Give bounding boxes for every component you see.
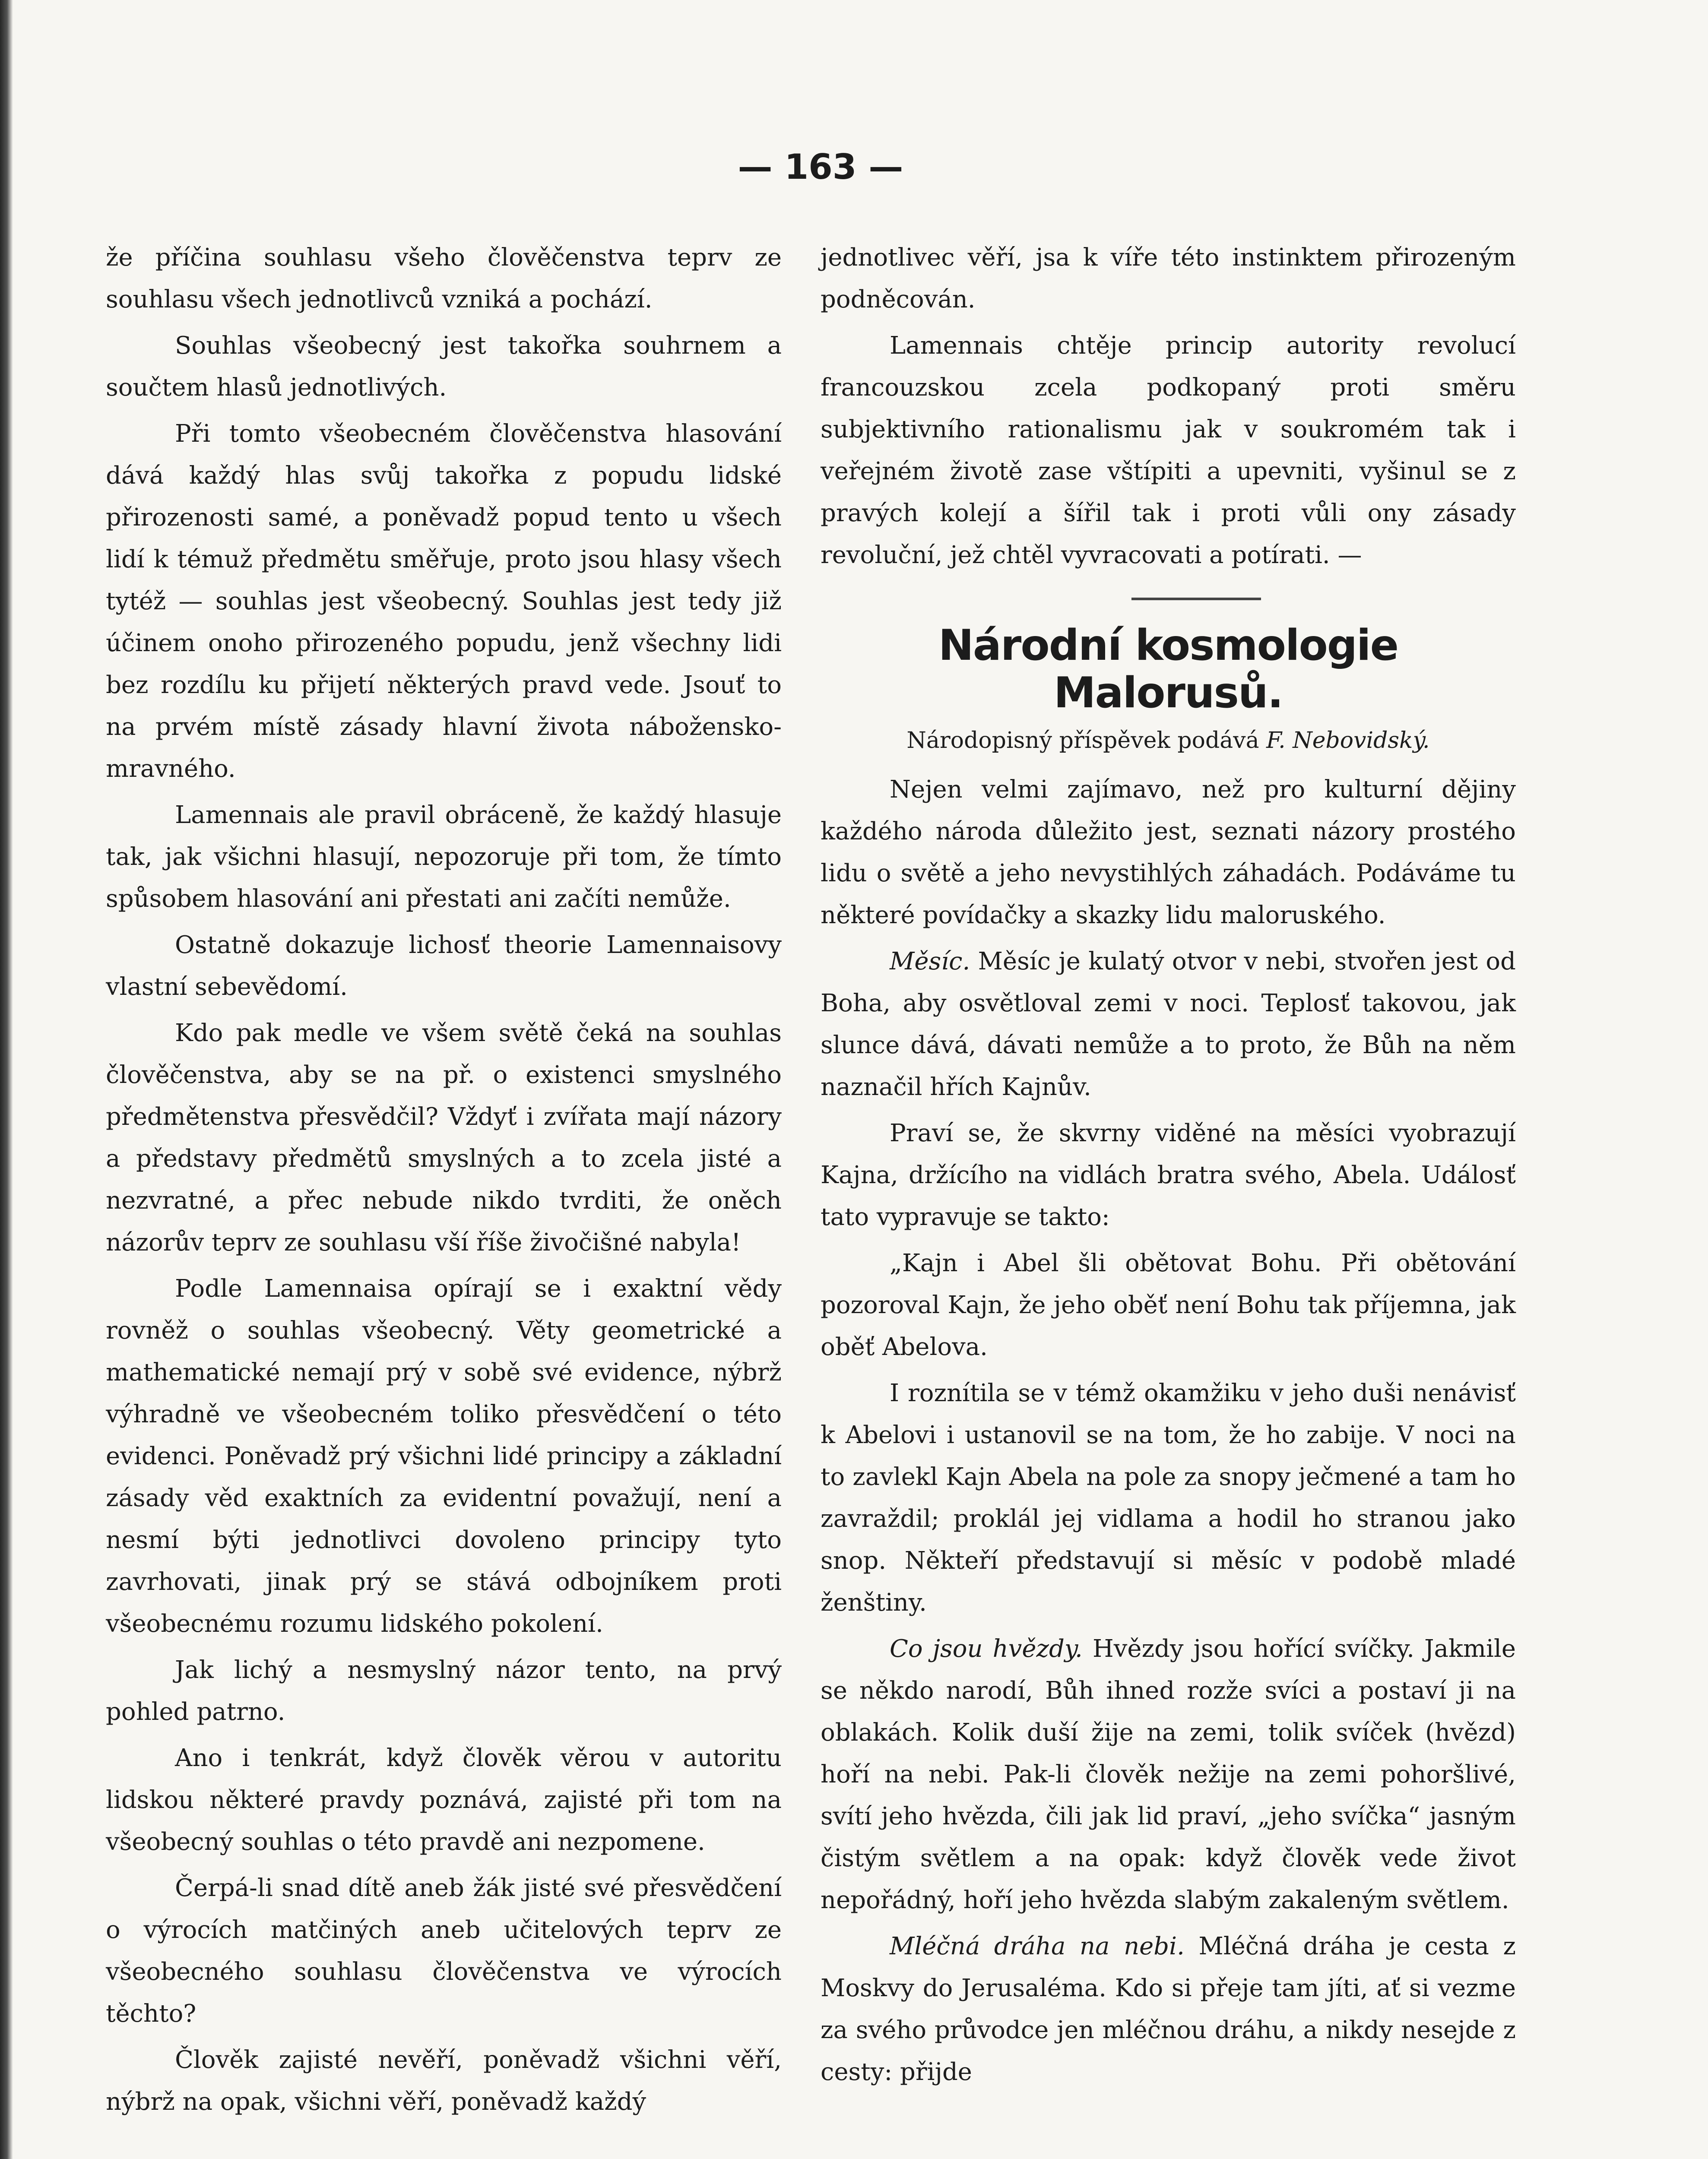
paragraph: Jak lichý a nesmyslný názor tento, na prvý pohled patrno. bbox=[106, 1656, 782, 1726]
paragraph: Lamennais ale pravil obráceně, že každý hlasuje tak, jak všichni hlasují, nepozoruje při tom, že tímto spůsobem hlasování ani přestati ani začíti nemůže. bbox=[106, 801, 782, 913]
author-name: F. Nebovidský. bbox=[1266, 728, 1430, 753]
paragraph bbox=[821, 1628, 1516, 1921]
paragraph: Lamennais chtěje princip autority revolucí francouzskou zcela podkopaný proti směru subjektivního rationalismu jak v soukromém tak i veřejném životě zase vštípiti a upevniti, vyšinul se z pravých kolejí a šířil tak i proti vůli ony zásady revoluční, jež chtěl vyvracovati a potírati. — bbox=[821, 332, 1516, 569]
paragraph: Ano i tenkrát, když člověk věrou v autoritu lidskou některé pravdy poznává, zajisté při tom na všeobecný souhlas o této pravdě ani nezpomene. bbox=[106, 1744, 782, 1856]
paragraph: Při tomto všeobecném člověčenstva hlasování dává každý hlas svůj takořka z popudu lidské přirozenosti samé, a poněvadž popud tento u všech lidí k témuž předmětu směřuje, proto jsou hlasy všech tytéž — souhlas jest všeobecný. Souhlas jest tedy již účinem onoho přirozeného popudu, jenž všechny lidi bez rozdílu ku přijetí některých pravd vede. Jsouť to na prvém místě zásady hlavní života nábožensko-mravného. bbox=[106, 420, 782, 783]
paragraph: jednotlivec věří, jsa k víře této instinktem přirozeným podněcován. bbox=[821, 244, 1516, 313]
paragraph: „Kajn i Abel šli obětovat Bohu. Při obětování pozoroval Kajn, že jeho oběť není Bohu tak příjemna, jak oběť Abelova. bbox=[821, 1249, 1516, 1361]
paragraph: Podle Lamennaisa opírají se i exaktní vědy rovněž o souhlas všeobecný. Věty geometrické a mathematické nemají prý v sobě své evidence, nýbrž výhradně ve všeobecném toliko přesvědčení o této evidenci. Poněvadž prý všichni lidé principy a základní zásady věd exaktních za evidentní považují, není a nesmí býti jednotlivci dovoleno principy tyto zavrhovati, jinak prý se stává odbojníkem proti všeobecnému rozumu lidského pokolení. bbox=[106, 1275, 782, 1638]
paragraph-text: Mléčná dráha je cesta z Moskvy do Jerusaléma. Kdo si přeje tam jíti, ať si vezme za svého průvodce jen mléčnou dráhu, a nikdy nesejde z cesty: přijde bbox=[821, 1932, 1516, 2086]
article-subtitle bbox=[821, 721, 1516, 760]
paragraph bbox=[821, 1925, 1516, 2093]
paragraph: I roznítila se v témž okamžiku v jeho duši nenávisť k Abelovi i ustanovil se na tom, že ho zabije. V noci na to zavlekl Kajn Abela na pole za snopy ječmené a tam ho zavraždil; proklál jej vidlama a hodil ho stranou jako snop. Někteří představují si měsíc v podobě mladé ženštiny. bbox=[821, 1379, 1516, 1617]
paragraph bbox=[821, 940, 1516, 1108]
article-title: Národní kosmologie Malorusů. bbox=[938, 621, 1398, 718]
scan-edge-shadow bbox=[0, 0, 13, 2159]
page-number: — 163 — bbox=[738, 147, 903, 187]
paragraph: Ostatně dokazuje lichosť theorie Lamennaisovy vlastní sebevědomí. bbox=[106, 931, 782, 1001]
paragraph: Kdo pak medle ve všem světě čeká na souhlas člověčenstva, aby se na př. o existenci smyslného předmětenstva přesvědčil? Vždyť i zvířata mají názory a představy předmětů smyslných a to zcela jisté a nezvratné, a přec nebude nikdo tvrditi, že oněch názorův teprv ze souhlasu vší říše živočišné nabyla! bbox=[106, 1019, 782, 1257]
paragraph: Nejen velmi zajímavo, než pro kulturní dějiny každého národa důležito jest, seznati názory prostého lidu o světě a jeho nevystihlých záhadách. Podáváme tu některé povídačky a skazky lidu maloruského. bbox=[821, 776, 1516, 929]
paragraph-text: Měsíc je kulatý otvor v nebi, stvořen jest od Boha, aby osvětloval zemi v noci. Teplosť takovou, jak slunce dává, dávati nemůže a to proto, že Bůh na něm naznačil hřích Kajnův. bbox=[821, 947, 1516, 1101]
right-column bbox=[821, 237, 1516, 2093]
section-title-mesic: Měsíc. bbox=[890, 947, 970, 975]
paragraph: Člověk zajisté nevěří, poněvadž všichni věří, nýbrž na opak, všichni věří, poněvadž každý bbox=[106, 2046, 782, 2116]
paragraph: Souhlas všeobecný jest takořka souhrnem a součtem hlasů jednotlivých. bbox=[106, 332, 782, 402]
paragraph: že příčina souhlasu všeho člověčenstva teprv ze souhlasu všech jednotlivců vzniká a pochází. bbox=[106, 244, 782, 313]
subtitle-text: Národopisný příspěvek podává bbox=[906, 728, 1267, 753]
paragraph: Čerpá-li snad dítě aneb žák jisté své přesvědčení o výrocích matčiných aneb učitelových teprv ze všeobecného souhlasu člověčenstva ve výrocích těchto? bbox=[106, 1874, 782, 2028]
section-title-mlecna-draha: Mléčná dráha na nebi. bbox=[890, 1932, 1185, 1960]
section-divider bbox=[1131, 598, 1261, 600]
paragraph-text: Hvězdy jsou hořící svíčky. Jakmile se někdo narodí, Bůh ihned rozže svíci a postaví ji na oblakách. Kolik duší žije na zemi, tolik svíček (hvězd) hoří na nebi. Pak-li člověk nežije na zemi pohoršlivé, svítí jeho hvězda, čili jak lid praví, „jeho svíčka“ jasným čistým světlem a na opak: když člověk vede život nepořádný, hoří jeho hvězda slabým zakaleným světlem. bbox=[821, 1635, 1516, 1914]
left-column bbox=[106, 237, 782, 2123]
section-title-hvezdy: Co jsou hvězdy. bbox=[890, 1635, 1083, 1663]
paragraph: Praví se, že skvrny viděné na měsíci vyobrazují Kajna, držícího na vidlách bratra svého, Abela. Událosť tato vypravuje se takto: bbox=[821, 1119, 1516, 1231]
